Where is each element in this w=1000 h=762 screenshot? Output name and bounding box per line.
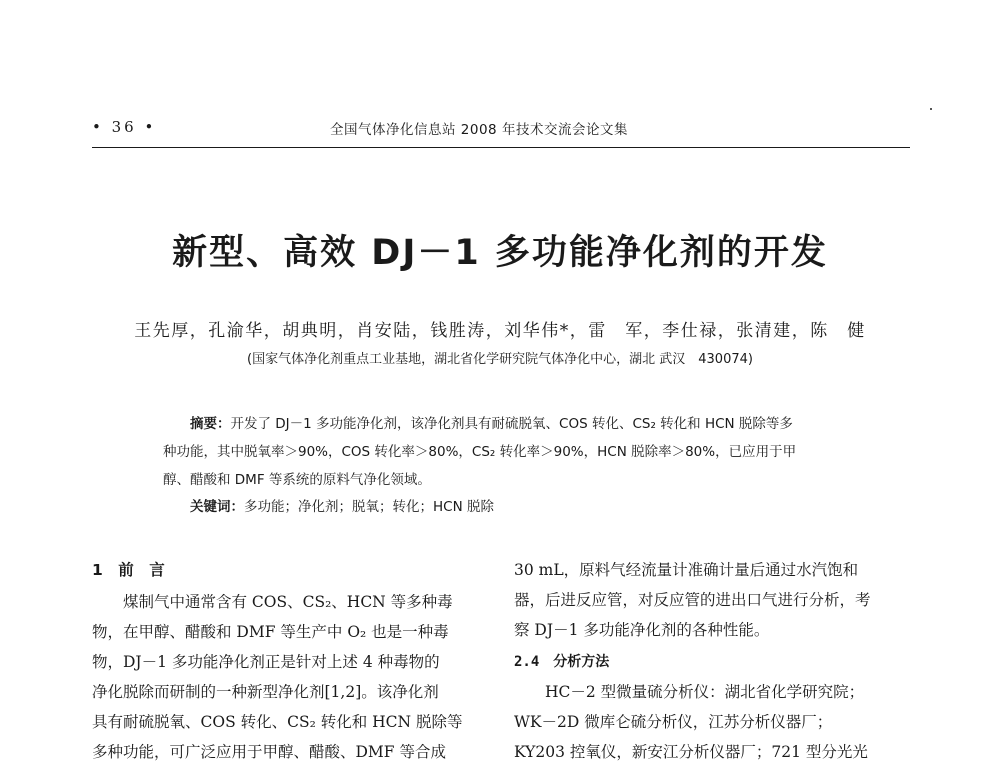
body-line: HC－2 型微量硫分析仪：湖北省化学研究院； <box>514 683 865 701</box>
body-line: 净化脱除而研制的一种新型净化剂[1,2]。该净化剂 <box>92 683 439 701</box>
body-line: 具有耐硫脱氧、COS 转化、CS₂ 转化和 HCN 脱除等 <box>92 713 463 731</box>
body-line: 器，后进反应管，对反应管的进出口气进行分析，考 <box>514 591 871 609</box>
subsection-heading: 2.4 分析方法 <box>514 654 610 670</box>
body-line: 煤制气中通常含有 COS、CS₂、HCN 等多种毒 <box>92 593 453 611</box>
body-line: 多种功能，可广泛应用于甲醇、醋酸、DMF 等合成 <box>92 743 446 761</box>
paper-title: 新型、高效 DJ－1 多功能净化剂的开发 <box>172 233 828 273</box>
abstract-text: 开发了 DJ－1 多功能净化剂，该净化剂具有耐硫脱氧、COS 转化、CS₂ 转化和 HCN 脱除等多 <box>230 416 793 432</box>
running-title: 全国气体净化信息站 2008 年技术交流会论文集 <box>330 122 628 138</box>
abstract-line: 醇、醋酸和 DMF 等系统的原料气净化领域。 <box>163 472 431 488</box>
abstract-line: 种功能，其中脱氧率＞90%，COS 转化率＞80%，CS₂ 转化率＞90%，HCN 脱除率＞80%，已应用于甲 <box>163 444 797 460</box>
keywords-text: 多功能；净化剂；脱氧；转化；HCN 脱除 <box>244 499 494 515</box>
keywords-line <box>190 495 494 515</box>
body-line: 30 mL，原料气经流量计准确计量后通过水汽饱和 <box>514 561 859 579</box>
body-line: 察 DJ－1 多功能净化剂的各种性能。 <box>514 621 770 639</box>
header-rule <box>92 147 910 148</box>
body-line: 物，DJ－1 多功能净化剂正是针对上述 4 种毒物的 <box>92 653 440 671</box>
abstract-line <box>190 412 793 432</box>
section-heading: 1 前 言 <box>92 561 165 579</box>
body-line: WK－2D 微库仑硫分析仪，江苏分析仪器厂； <box>514 713 833 731</box>
body-line: 物，在甲醇、醋酸和 DMF 等生产中 O₂ 也是一种毒 <box>92 623 449 641</box>
page-number: • 36 • <box>92 118 157 136</box>
affiliation: (国家气体净化剂重点工业基地，湖北省化学研究院气体净化中心，湖北 武汉 430074) <box>247 352 753 367</box>
scan-speck <box>930 108 932 110</box>
abstract-label: 摘要： <box>190 416 231 432</box>
body-line: KY203 控氧仪，新安江分析仪器厂；721 型分光光 <box>514 743 868 761</box>
keywords-label: 关键词： <box>190 499 244 515</box>
author-list: 王先厚，孔渝华，胡典明，肖安陆，钱胜涛，刘华伟*，雷 军，李仕禄，张清建，陈 健 <box>134 321 866 341</box>
